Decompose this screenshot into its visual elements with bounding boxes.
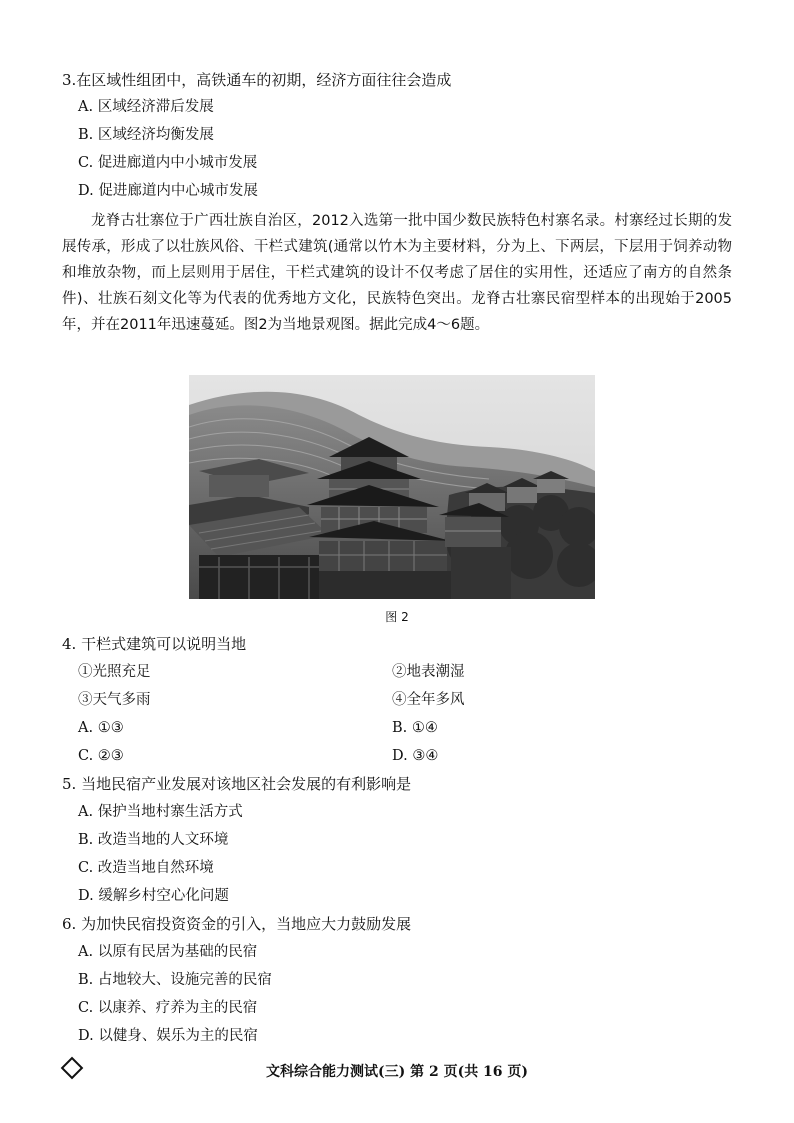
question-5-stem: 5. 当地民宿产业发展对该地区社会发展的有利影响是 — [62, 775, 412, 793]
question-3-option-d: D. 促进廊道内中心城市发展 — [78, 183, 258, 199]
question-4-item-2: ②地表潮湿 — [392, 664, 465, 680]
question-6-stem: 6. 为加快民宿投资资金的引入，当地应大力鼓励发展 — [62, 915, 412, 933]
question-4-stem: 4. 干栏式建筑可以说明当地 — [62, 635, 247, 653]
question-5-option-a: A. 保护当地村寨生活方式 — [78, 804, 243, 820]
figure-caption: 图 2 — [385, 610, 409, 624]
question-5-option-d: D. 缓解乡村空心化问题 — [78, 888, 229, 904]
question-3-option-b: B. 区域经济均衡发展 — [78, 127, 214, 143]
question-5-option-c: C. 改造当地自然环境 — [78, 860, 214, 876]
page-footer: 文科综合能力测试(三) 第 2 页(共 16 页) — [265, 1064, 529, 1080]
question-3-option-c: C. 促进廊道内中小城市发展 — [78, 155, 258, 171]
question-4-option-d: D. ③④ — [392, 748, 439, 764]
question-4-option-a: A. ①③ — [78, 720, 124, 736]
question-4-option-b: B. ①④ — [392, 720, 438, 736]
reading-passage: 龙脊古壮寨位于广西壮族自治区，2012入选第一批中国少数民族特色村寨名录。村寨经过长期的发展传承，形成了以壮族风俗、干栏式建筑(通常以竹木为主要材料，分为上、下两层，下层用于饲养动物和堆放杂物，而上层则用于居住，干栏式建筑的设计不仅考虑了居住的实用性，还适应了南方的自然条件)、壮族石刻文化等为代表的优秀地方文化，民族特色突出。龙脊古壮寨民宿型样本的出现始于2005年，并在2011年迅速蔓延。图2为当地景观图。据此完成4～6题。 — [62, 213, 732, 333]
question-6-option-c: C. 以康养、疗养为主的民宿 — [78, 1000, 258, 1016]
question-3-option-a: A. 区域经济滞后发展 — [78, 99, 214, 115]
question-6-option-a: A. 以原有民居为基础的民宿 — [78, 944, 258, 960]
question-5-option-b: B. 改造当地的人文环境 — [78, 832, 229, 848]
question-4-item-3: ③天气多雨 — [78, 692, 151, 708]
landscape-photo — [189, 375, 595, 599]
question-4-option-c: C. ②③ — [78, 748, 124, 764]
question-6-option-b: B. 占地较大、设施完善的民宿 — [78, 972, 272, 988]
question-6-option-d: D. 以健身、娱乐为主的民宿 — [78, 1028, 258, 1044]
question-4-item-4: ④全年多风 — [392, 692, 465, 708]
question-3-stem: 3.在区域性组团中，高铁通车的初期，经济方面往往会造成 — [62, 71, 452, 89]
question-4-item-1: ①光照充足 — [78, 664, 151, 680]
village-landscape-illustration — [189, 375, 595, 599]
